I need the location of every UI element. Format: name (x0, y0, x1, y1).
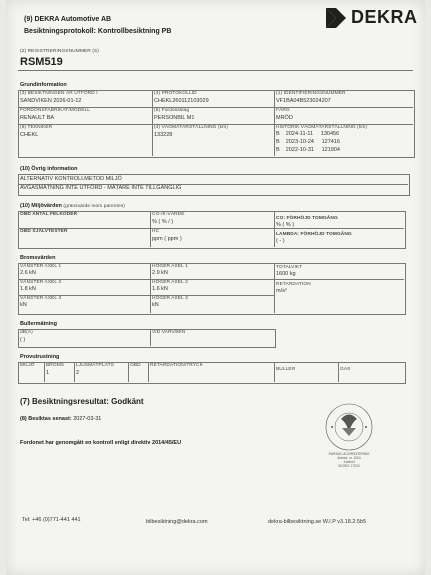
odometer-history-row (276, 147, 406, 154)
odometer-history-row (276, 139, 406, 146)
swedac-kontroll: Kontroll (343, 460, 355, 464)
total-weight-label: TOTALVIKT (276, 265, 303, 270)
history-date: 2024-11-11 (285, 131, 314, 137)
col-buller: BULLER (276, 367, 296, 372)
col-broms: BROMS (46, 363, 65, 368)
col-obd: OBD (130, 363, 141, 368)
history-date: 2022-10-31 (285, 147, 314, 153)
history-km: 121904 (321, 147, 340, 153)
history-km: 130456 (320, 131, 340, 137)
va1-value: 2.6 kN (20, 270, 36, 276)
swedac-standard: ISO/IEC 17020 (338, 464, 360, 468)
ha1-value: 2.9 kN (152, 270, 168, 276)
lambda-label: LAMBDA: FÖRHÖJD TOMGÅNG (276, 232, 352, 237)
total-weight-value: 1600 kg (276, 271, 296, 277)
odometer-history-label: HISTORIK VÄGMÄTARSTÄLLNING (km) (276, 125, 368, 130)
swedac-accred-number: Ackred. nr. 1004 (337, 456, 361, 460)
ovrig-line2: AVGASMÄTNING INTE UTFÖRD - MÄTARE INTE TILLGÄNGLIG (20, 185, 182, 191)
va1-label: VÄNSTER AXEL 1 (20, 264, 62, 269)
registration-number: RSM519 (20, 56, 63, 68)
db-value: ( ) (20, 337, 26, 343)
broms-value: 1 (46, 370, 50, 376)
vehicle-type-label: (5) Fordonsslag (154, 108, 190, 113)
inspection-deadline (20, 416, 101, 423)
varvtal-label: VID VARV/MIN (152, 330, 186, 335)
obd-sjalv-label: OBD SJÄLVTESTER (20, 229, 68, 234)
registration-label: (2) REGISTRERINGSNUMMER (S) (20, 49, 99, 54)
db-label: dB(A) (20, 330, 33, 335)
miljo-heading (20, 203, 125, 210)
ha2-value: 1.6 kN (152, 286, 168, 292)
protocol-id-value: CHEKL260112103029 (154, 98, 209, 104)
co-k-label: CO-/K-VÄRDE (152, 212, 185, 217)
va2-label: VÄNSTER AXEL 2 (20, 280, 62, 285)
va3-label: VÄNSTER AXEL 3 (20, 296, 62, 301)
vehicle-type-value: PERSONBIL M1 (154, 115, 195, 121)
ovrig-title: (10) Övrig information (20, 166, 78, 172)
history-code: B (276, 131, 280, 137)
brems-title: Bromsvärden (20, 255, 56, 261)
odometer-history-row (276, 131, 406, 138)
technician-value: CHEKL (20, 132, 39, 138)
swedac-seal-icon (324, 402, 374, 452)
odometer-label: (4) VÄGMÄTARSTÄLLNING (km) (154, 125, 228, 130)
col-gas: GAS (340, 367, 351, 372)
co-k-value: % ( % / ) (152, 219, 174, 225)
col-retardation: RETARDATION/TRYCK (150, 363, 203, 368)
co-fore-label: CO: FÖRHÖJD TOMGÅNG (276, 216, 338, 221)
ha3-label: HÖGER AXEL 3 (152, 296, 188, 301)
obd-fel-label: OBD ANTAL FELKODER (20, 212, 78, 217)
footer-version: W.I.P v3.18.2.5b5 (322, 519, 367, 525)
technician-label: (6) TEKNIKER (20, 125, 53, 130)
ha3-value: kN (152, 302, 159, 308)
place-label: (3) BESIKTNINGEN ÄR UTFÖRD I (20, 91, 98, 96)
col-miljo: MILJÖ (20, 363, 35, 368)
footer-web-link[interactable]: dekra-bilbesiktning.se (268, 519, 322, 525)
lambda-value: ( - ) (276, 238, 285, 244)
make-label: FORDONSFABRIKAT/MODELL (20, 108, 91, 113)
buller-table (18, 329, 276, 348)
retardation-value: m/s² (276, 288, 287, 294)
retardation-label: RETARDATION (276, 282, 311, 287)
color-value: MRÖD (276, 115, 293, 121)
ha2-label: HÖGER AXEL 2 (152, 280, 188, 285)
co-fore-value: % ( % ) (276, 222, 295, 228)
deadline-value: 2027-03-31 (73, 416, 102, 422)
provutrustning-title: Provutrustning (20, 354, 60, 360)
buller-title: Bullermätning (20, 321, 57, 327)
footer-website (268, 519, 366, 526)
directive-text: Fordonet har genomgått en kontroll enligt direktiv 2014/45/EU (20, 440, 182, 446)
footer-email[interactable]: bilbesiktning@dekra.com (146, 519, 208, 525)
make-value: RENAULT BA (20, 115, 55, 121)
col-ljusmatplats: LJUSMÄTPLATS (76, 363, 114, 368)
vin-label: (1) IDENTIFIERINGSNUMMER (276, 91, 346, 96)
miljo-subtitle: (gränsvärde inom parentes) (63, 204, 125, 209)
va3-value: kN (20, 302, 27, 308)
swedac-ring-text: SWEDAC ACKREDITERING (328, 452, 370, 456)
history-km: 127416 (321, 139, 340, 145)
brems-table (18, 263, 406, 315)
history-date: 2023-10-24 (285, 139, 314, 145)
vin-value: VF1BA04B523024207 (276, 98, 331, 104)
grundinformation-title: Grundinformation (20, 82, 67, 88)
va2-value: 1.8 kN (20, 286, 36, 292)
ha1-label: HÖGER AXEL 1 (152, 264, 188, 269)
footer-phone: Tel: +46 (0)771-441 441 (22, 517, 81, 523)
odometer-value: 133228 (154, 132, 173, 138)
history-code: B (276, 139, 280, 145)
deadline-label: (8) Besiktas senast: (20, 416, 72, 422)
result-title: (7) Besiktningsresultat: Godkänt (20, 397, 144, 406)
dekra-logo-icon (324, 6, 348, 30)
hc-label: HC (152, 229, 160, 234)
hc-value: ppm ( ppm ) (152, 236, 182, 242)
protocol-document (6, 0, 425, 575)
ovrig-line1: ALTERNATIV KONTROLLMETOD MILJÖ (20, 176, 122, 182)
ljus-value: 2 (76, 370, 80, 376)
protocol-id-label: (4) PROTOKOLLID (154, 91, 197, 96)
protocol-title: Besiktningsprotokoll: Kontrollbesiktning PB (24, 28, 172, 35)
miljo-title: (10) Miljövärden (20, 203, 62, 209)
history-code: B (276, 147, 280, 153)
dekra-logo-text: DEKRA (351, 7, 418, 27)
place-value: SANDVIKEN 2026-01-12 (20, 98, 82, 104)
color-label: FÄRG (276, 108, 290, 113)
company-name: (9) DEKRA Automotive AB (24, 16, 112, 23)
